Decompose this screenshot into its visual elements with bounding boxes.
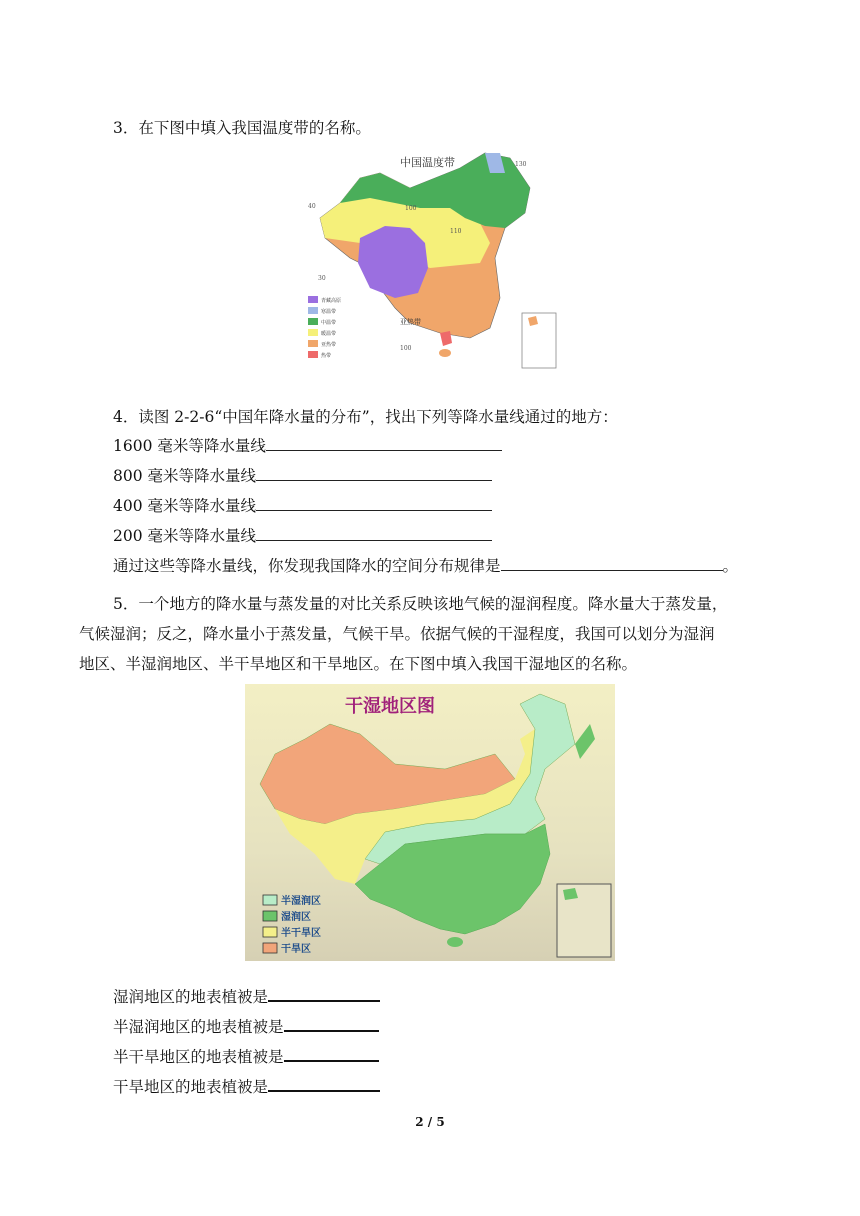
dry-wet-region-map [245,684,615,961]
answer-blank[interactable] [256,466,492,481]
svg-text:40: 40 [308,203,316,210]
svg-text:热带: 热带 [321,353,332,359]
question-3: 3．在下图中填入我国温度带的名称。 [113,119,371,137]
svg-text:100: 100 [405,205,417,212]
page-number: 2 / 5 [415,1115,445,1129]
answer-blank[interactable] [501,556,723,571]
temperature-zone-map [300,148,560,373]
precip-line-400: 400 毫米等降水量线 [113,494,492,516]
precip-conclusion: 通过这些等降水量线，你发现我国降水的空间分布规律是 。 [113,557,739,575]
svg-text:湿润区: 湿润区 [281,912,311,923]
precip-line-1600: 1600 毫米等降水量线 [113,434,502,456]
svg-text:130: 130 [515,161,527,168]
svg-text:暖温带: 暖温带 [321,331,337,337]
svg-text:半干旱区: 半干旱区 [281,928,321,939]
answer-blank[interactable] [268,1076,380,1092]
map2-title: 干湿地区图 [345,696,435,717]
svg-text:半湿润区: 半湿润区 [281,896,321,907]
svg-text:亚热带: 亚热带 [321,342,337,348]
svg-text:100: 100 [400,345,412,352]
precip-line-800: 800 毫米等降水量线 [113,464,492,486]
svg-text:中温带: 中温带 [321,320,337,326]
precip-line-200: 200 毫米等降水量线 [113,524,492,546]
answer-blank[interactable] [266,436,502,451]
question-5-line1: 5．一个地方的降水量与蒸发量的对比关系反映该地气候的湿润程度。降水量大于蒸发量， [113,595,728,613]
vegetation-semihumid: 半湿润地区的地表植被是 [113,1015,379,1037]
svg-text:110: 110 [450,228,462,235]
answer-blank[interactable] [256,526,492,541]
question-5-line3: 地区、半湿润地区、半干旱地区和干旱地区。在下图中填入我国干湿地区的名称。 [79,655,638,673]
svg-text:30: 30 [318,275,326,282]
svg-text:青藏高原: 青藏高原 [321,298,342,304]
map1-title: 中国温度带 [400,156,455,169]
question-4: 4．读图 2-2-6“中国年降水量的分布”，找出下列等降水量线通过的地方： [113,408,618,426]
svg-text:亚热带: 亚热带 [400,318,421,326]
answer-blank[interactable] [284,1016,379,1032]
svg-text:寒温带: 寒温带 [321,309,337,315]
answer-blank[interactable] [284,1046,379,1062]
question-5-line2: 气候湿润；反之，降水量小于蒸发量，气候干旱。依据气候的干湿程度，我国可以划分为湿润 [79,625,715,643]
answer-blank[interactable] [256,496,492,511]
vegetation-humid: 湿润地区的地表植被是 [113,985,380,1007]
svg-text:干旱区: 干旱区 [281,944,311,955]
vegetation-semiarid: 半干旱地区的地表植被是 [113,1045,379,1067]
answer-blank[interactable] [268,986,380,1002]
inset-box [522,313,556,368]
vegetation-arid: 干旱地区的地表植被是 [113,1075,380,1097]
